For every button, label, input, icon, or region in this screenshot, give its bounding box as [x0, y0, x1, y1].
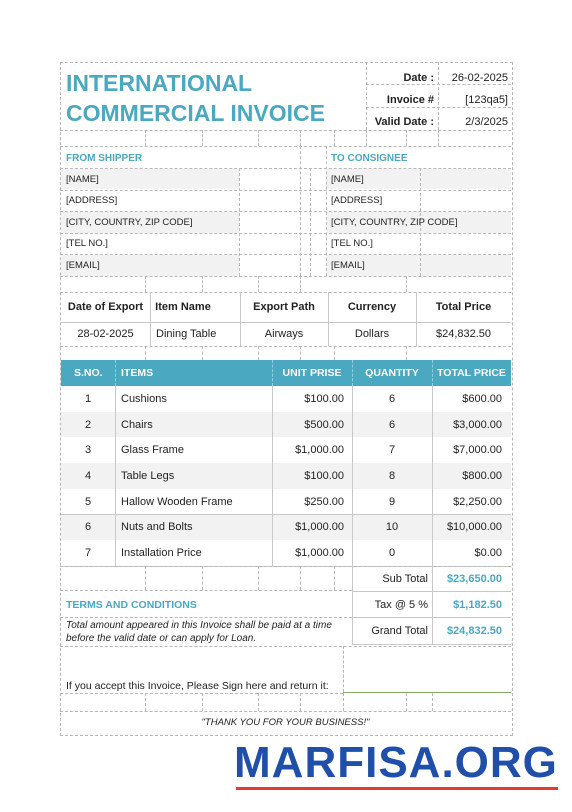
subtotal-value: $23,650.00: [446, 572, 502, 585]
row-quantity[interactable]: 8: [388, 469, 396, 482]
logo-part-1: MA: [234, 738, 305, 787]
sign-instruction: If you accept this Invoice, Please Sign here and return it:: [66, 680, 329, 692]
terms-line-2: before the valid date or can apply for Loan.: [66, 633, 257, 644]
marfisa-logo: [234, 738, 558, 788]
date-label: Date :: [403, 72, 434, 84]
shipper-city[interactable]: [CITY, COUNTRY, ZIP CODE]: [66, 217, 193, 228]
consignee-tel[interactable]: [TEL NO.]: [331, 238, 373, 249]
row-quantity[interactable]: 6: [388, 392, 396, 405]
header-sno: S.NO.: [74, 360, 103, 386]
header-total-price: TOTAL PRICE: [432, 360, 511, 386]
row-total[interactable]: $2,250.00: [453, 495, 502, 508]
row-quantity[interactable]: 9: [388, 495, 396, 508]
export-item[interactable]: Dining Table: [156, 328, 217, 340]
terms-text: [66, 619, 332, 645]
shipper-tel[interactable]: [TEL NO.]: [66, 238, 108, 249]
row-item[interactable]: Chairs: [121, 418, 153, 431]
row-sno[interactable]: 1: [84, 392, 92, 405]
valid-date-value[interactable]: 2/3/2025: [465, 116, 508, 128]
export-header-currency: Currency: [347, 301, 397, 313]
shipper-heading: FROM SHIPPER: [66, 152, 143, 164]
header-items: ITEMS: [121, 360, 153, 386]
row-total[interactable]: $7,000.00: [453, 444, 502, 457]
row-sno[interactable]: 3: [84, 444, 92, 457]
terms-line-1: Total amount appeared in this Invoice shall be paid at a time: [66, 620, 332, 631]
row-quantity[interactable]: 0: [388, 547, 396, 560]
terms-heading: TERMS AND CONDITIONS: [66, 599, 197, 611]
invoice-title: [66, 68, 325, 128]
row-sno[interactable]: 4: [84, 469, 92, 482]
header-quantity: QUANTITY: [352, 360, 432, 386]
row-item[interactable]: Cushions: [121, 392, 167, 405]
row-unit-price[interactable]: $500.00: [304, 418, 344, 431]
signature-line[interactable]: [343, 692, 511, 693]
shipper-address[interactable]: [ADDRESS]: [66, 195, 118, 206]
tax-value: $1,182.50: [453, 598, 502, 611]
export-total[interactable]: $24,832.50: [435, 328, 492, 340]
row-total[interactable]: $10,000.00: [446, 521, 502, 534]
header-unit-price: UNIT PRISE: [272, 360, 352, 386]
row-total[interactable]: $800.00: [462, 469, 502, 482]
consignee-name[interactable]: [NAME]: [331, 174, 364, 185]
title-line-2: COMMERCIAL INVOICE: [66, 100, 325, 126]
row-unit-price[interactable]: $100.00: [304, 392, 344, 405]
row-sno[interactable]: 2: [84, 418, 92, 431]
export-path[interactable]: Airways: [264, 328, 304, 340]
row-item[interactable]: Hallow Wooden Frame: [121, 495, 233, 508]
row-item[interactable]: Nuts and Bolts: [121, 521, 193, 534]
row-total[interactable]: $3,000.00: [453, 418, 502, 431]
valid-date-label: Valid Date :: [374, 116, 434, 128]
export-header-path: Export Path: [253, 301, 315, 313]
row-quantity[interactable]: 7: [388, 444, 396, 457]
row-unit-price[interactable]: $1,000.00: [295, 521, 344, 534]
thank-you-note: "THANK YOU FOR YOUR BUSINESS!": [201, 717, 370, 728]
row-sno[interactable]: 6: [84, 521, 92, 534]
grand-total-value: $24,832.50: [446, 625, 502, 637]
export-currency[interactable]: Dollars: [354, 328, 390, 340]
row-item[interactable]: Installation Price: [121, 547, 202, 560]
logo-part-3: FISA: [337, 738, 442, 787]
row-unit-price[interactable]: $100.00: [304, 469, 344, 482]
shipper-name[interactable]: [NAME]: [66, 174, 99, 185]
title-line-1: INTERNATIONAL: [66, 70, 253, 96]
row-unit-price[interactable]: $1,000.00: [295, 547, 344, 560]
tax-label: Tax @ 5 %: [374, 598, 428, 611]
row-sno[interactable]: 5: [84, 495, 92, 508]
grand-total-label: Grand Total: [371, 625, 428, 637]
subtotal-label: Sub Total: [382, 572, 428, 585]
invoice-number-value[interactable]: [123qa5]: [465, 94, 508, 106]
consignee-email[interactable]: [EMAIL]: [331, 260, 365, 271]
logo-part-2: R: [304, 738, 338, 787]
export-header-total: Total Price: [435, 301, 492, 313]
consignee-city[interactable]: [CITY, COUNTRY, ZIP CODE]: [331, 217, 458, 228]
row-unit-price[interactable]: $250.00: [304, 495, 344, 508]
export-header-date: Date of Export: [67, 301, 144, 313]
export-header-item: Item Name: [155, 301, 211, 313]
date-value[interactable]: 26-02-2025: [451, 72, 508, 84]
row-total[interactable]: $600.00: [462, 392, 502, 405]
logo-part-4: .ORG: [441, 738, 558, 787]
shipper-email[interactable]: [EMAIL]: [66, 260, 100, 271]
row-quantity[interactable]: 10: [385, 521, 399, 534]
consignee-address[interactable]: [ADDRESS]: [331, 195, 383, 206]
row-sno[interactable]: 7: [84, 547, 92, 560]
invoice-number-label: Invoice #: [386, 94, 434, 106]
row-quantity[interactable]: 6: [388, 418, 396, 431]
export-date[interactable]: 28-02-2025: [77, 328, 134, 340]
row-unit-price[interactable]: $1,000.00: [295, 444, 344, 457]
row-total[interactable]: $0.00: [474, 547, 502, 560]
row-item[interactable]: Glass Frame: [121, 444, 184, 457]
consignee-heading: TO CONSIGNEE: [331, 152, 408, 164]
row-item[interactable]: Table Legs: [121, 469, 175, 482]
logo-underline: [236, 787, 558, 790]
